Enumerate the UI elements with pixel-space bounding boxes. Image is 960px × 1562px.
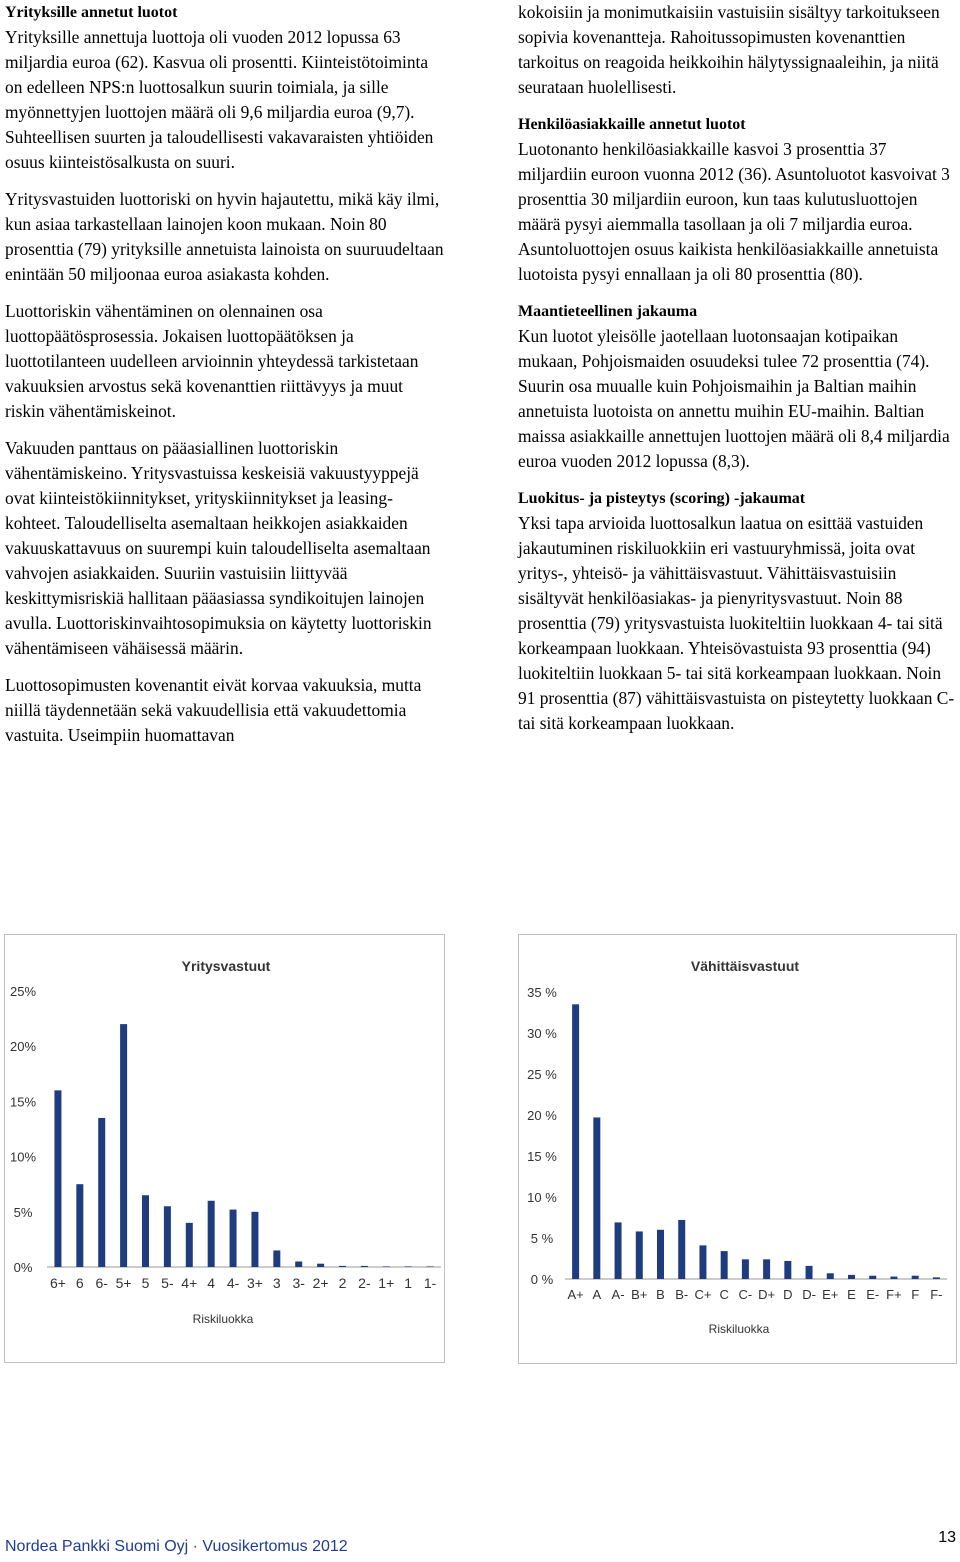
x-tick-label: 1- [423,1275,437,1291]
y-tick-label: 5 % [530,1231,554,1246]
bar [361,1266,368,1267]
y-tick-label: 15% [9,1094,37,1110]
bar [869,1276,876,1279]
bar [572,1004,579,1279]
bar [273,1250,280,1267]
bar [383,1266,390,1267]
section-heading-geographic-distribution: Maantieteellinen jakauma [518,303,698,320]
section-heading-rating-scoring: Luokitus- ja pisteytys (scoring) -jakaumat [518,490,806,507]
x-tick-label: 5 [141,1275,150,1291]
x-tick-label: C [719,1287,729,1302]
y-tick-label: 20% [9,1039,37,1055]
x-tick-label: 6- [95,1275,108,1291]
bar [339,1266,346,1267]
bar [678,1220,685,1279]
x-tick-label: 3+ [246,1275,263,1291]
y-tick-label: 0% [13,1260,33,1275]
x-tick-label: 2+ [312,1275,329,1291]
chart-corporate-exposures [4,934,445,1363]
bar [295,1261,302,1267]
bar [721,1251,728,1279]
paragraph: Yrityksille annettuja luottoja oli vuoden 2012 lopussa 63 miljardia euroa (62). Kasvua oli prosentti. Kiinteistötoiminta on edelleen NPS:n luottosalkun suurin toimiala, ja sille myönnettyjen luottojen määrä oli 9,6 miljardia euroa (9,7). Suhteellisen suurten ja taloudellisesti vakavaraisten yhtiöiden osuus kiinteistösalkusta on suuri. [5,27,434,172]
x-tick-label: 6 [75,1275,84,1291]
bar [806,1266,813,1279]
bar [890,1277,897,1279]
x-tick-label: 2 [338,1275,347,1291]
x-tick-label: E+ [822,1287,839,1302]
x-tick-label: F+ [886,1287,902,1302]
x-tick-label: 5+ [115,1275,132,1291]
y-tick-label: 15 % [527,1149,557,1164]
x-tick-label: F- [930,1287,943,1302]
x-tick-label: 1 [404,1275,413,1291]
x-tick-label: 4+ [181,1275,198,1291]
y-tick-label: 20 % [527,1108,557,1123]
bar [142,1195,149,1267]
bar [657,1230,664,1279]
bar [827,1273,834,1279]
bar [699,1245,706,1279]
bar [120,1024,127,1267]
bar [98,1118,105,1267]
x-tick-label: B- [675,1287,689,1302]
bar [912,1276,919,1279]
x-tick-label: E- [866,1287,880,1302]
footer-publisher: Nordea Pankki Suomi Oyj · Vuosikertomus 2012 [5,1538,348,1555]
x-tick-label: D- [802,1287,816,1302]
x-tick-label: 2- [358,1275,371,1291]
bar [317,1264,324,1267]
paragraph: Luotonanto henkilöasiakkaille kasvoi 3 prosenttia 37 miljardiin euroon vuonna 2012 (36). Asuntoluotot kasvoivat 3 prosenttia 30 miljardiin euroon, kun taas kulutusluottojen määrä pysyi aiemmalla tasollaan ja oli 7 miljardia euroa. Asuntoluottojen osuus kaikista henkilöasiakkaille annetuista luotoista pysyi ennallaan ja oli 80 prosenttia (80). [518,139,950,284]
y-tick-label: 25 % [527,1067,557,1082]
y-tick-label: 30 % [527,1026,557,1041]
chart-svg [5,935,444,1362]
x-tick-label: F [911,1287,920,1302]
x-tick-label: 6+ [49,1275,66,1291]
x-tick-label: E [847,1287,856,1302]
x-tick-label: C+ [694,1287,712,1302]
paragraph: Yritysvastuiden luottoriski on hyvin hajautettu, mikä käy ilmi, kun asiaa tarkastellaan lainojen koon mukaan. Noin 80 prosenttia (79) yrityksille annetuista lainoista on suuruudeltaan enintään 50 miljoonaa euroa asiakasta kohden. [5,189,444,284]
y-tick-label: 0 % [530,1272,554,1287]
bar [427,1266,434,1267]
x-tick-label: A- [611,1287,625,1302]
x-tick-label: D [783,1287,793,1302]
bar [593,1117,600,1279]
section-heading-household-loans: Henkilöasiakkaille annetut luotot [518,116,746,133]
y-tick-label: 5% [13,1204,33,1220]
y-tick-label: 25% [9,984,37,999]
paragraph: Vakuuden panttaus on pääasiallinen luottoriskin vähentämiskeino. Yritysvastuissa keskeisiä vakuustyyppejä ovat kiinteistökiinnitykset, yrityskiinnitykset ja leasing-kohteet. Taloudelliselta asemaltaan heikkojen asiakkaiden vakuuskattavuus on suurempi kuin taloudelliselta asemaltaan vahvojen asiakkaiden. Suuriin vastuisiin liittyvää keskittymisriskiä hallitaan pääasiassa syndikoitujen lainojen avulla. Luottoriskinvaihtosopimuksia on käytetty luottoriskin vähentämiseen vähäisessä määrin. [5,438,432,658]
page-number: 13 [938,1529,956,1546]
bar [251,1212,258,1267]
paragraph: Luottoriskin vähentäminen on olennainen osa luottopäätösprosessia. Jokaisen luottopäätöksen ja luottotilanteen uudelleen arvioinnin yhteydessä tarkistetaan vakuuksien arvostus sekä kovenanttien riittävyys ja muut riskin vähentämiskeinot. [5,301,419,421]
x-tick-label: A+ [567,1287,584,1302]
x-tick-label: C- [738,1287,753,1302]
chart-title: Vähittäisvastuut [690,958,800,974]
x-tick-label: A [592,1287,602,1302]
bar [636,1231,643,1279]
bar [405,1266,412,1267]
paragraph: Kun luotot yleisölle jaotellaan luotonsaajan kotipaikan mukaan, Pohjoismaiden osuudeksi tulee 72 prosenttia (74). Suurin osa muualle kuin Pohjoismaihin ja Baltian maihin annetuista luotoista on annettu muihin EU-maihin. Baltian maissa asiakkaille annettujen luottojen määrä oli 8,4 miljardia euroa vuoden 2012 lopussa (8,3). [518,326,950,471]
paragraph: Luottosopimusten kovenantit eivät korvaa vakuuksia, mutta niillä täydennetään sekä vakuudellisia että vakuudettomia vastuita. Useimpiin huomattavan [5,675,422,745]
x-tick-label: 4 [207,1275,216,1291]
y-tick-label: 10% [9,1149,37,1165]
bar [208,1201,215,1267]
y-tick-label: 35 % [527,985,557,1000]
y-tick-label: 10 % [527,1190,557,1205]
section-heading-corporate-loans: Yrityksille annetut luotot [5,4,178,21]
bar [763,1259,770,1279]
x-tick-label: 3- [292,1275,305,1291]
chart-svg [519,935,956,1363]
chart-title: Yritysvastuut [181,958,271,974]
right-column [518,0,958,736]
x-tick-label: B [656,1287,665,1302]
x-axis-label: Riskiluokka [192,1312,254,1326]
bar [230,1210,237,1267]
left-column [5,0,445,748]
bar [784,1261,791,1279]
x-tick-label: 4- [226,1275,240,1291]
x-tick-label: 3 [272,1275,281,1291]
bar [54,1090,61,1267]
bar [186,1223,193,1267]
x-axis-label: Riskiluokka [708,1322,770,1336]
bar [164,1206,171,1267]
paragraph: Yksi tapa arvioida luottosalkun laatua on esittää vastuiden jakautuminen riskiluokkiin eri vastuuryhmissä, joita ovat yritys-, yhteisö- ja vähittäisvastuut. Vähittäisvastuisiin sisältyvät henkilöasiakas- ja pienyritysvastuut. Noin 88 prosenttia (79) yritysvastuista luokiteltiin luokkaan 4- tai sitä korkeampaan luokkaan. Yhteisövastuista 93 prosenttia (94) luokiteltiin luokkaan 5- tai sitä korkeampaan luokkaan. Noin 91 prosenttia (87) vähittäisvastuista on pisteytetty luokkaan C- tai sitä korkeampaan luokkaan. [518,513,955,733]
bar [933,1277,940,1279]
bar [742,1259,749,1279]
paragraph: kokoisiin ja monimutkaisiin vastuisiin sisältyy tarkoitukseen sopivia kovenantteja. Rahoitussopimusten kovenanttien tarkoitus on reagoida heikkoihin hälytyssignaaleihin, ja niitä seurataan huolellisesti. [518,2,940,97]
bar [848,1275,855,1279]
chart-retail-exposures [518,934,957,1364]
bar [615,1222,622,1279]
x-tick-label: D+ [758,1287,776,1302]
x-tick-label: 5- [161,1275,174,1291]
x-tick-label: 1+ [378,1275,395,1291]
x-tick-label: B+ [631,1287,648,1302]
bar [76,1184,83,1267]
